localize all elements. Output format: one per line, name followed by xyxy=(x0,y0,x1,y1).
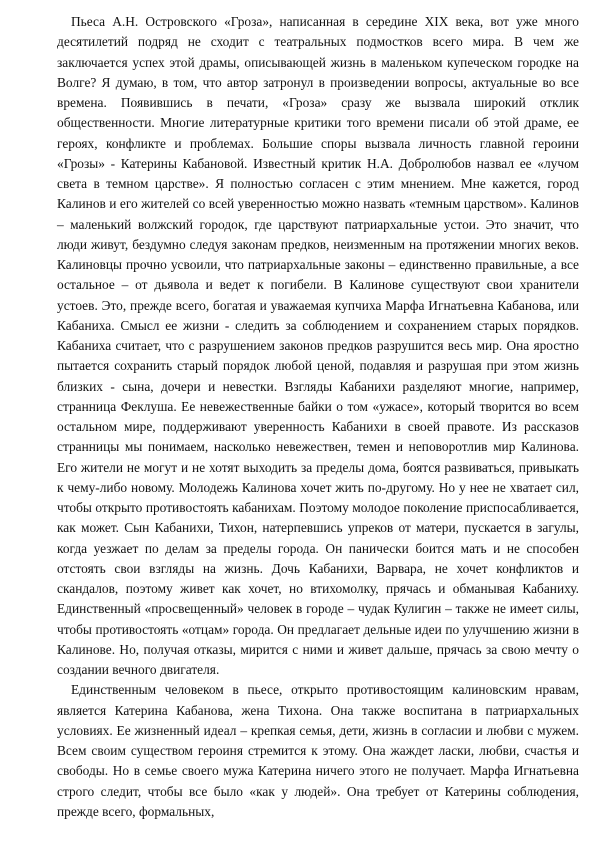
essay-text xyxy=(57,12,579,822)
essay-paragraph-2: Единственным человеком в пьесе, открыто противостоящим калиновским нравам, является Катерина Кабанова, жена Тихона. Она также воспитана в патриархальных условиях. Ее жизненный идеал – крепкая семья, дети, жизнь в согласии и любви с мужем. Всем своим существом героиня стремится к этому. Она жаждет ласки, любви, счастья и свободы. Но в семье своего мужа Катерина ничего этого не получает. Марфа Игнатьевна строго следит, чтобы все было «как у людей». Она требует от Катерины соблюдения, прежде всего, формальных, xyxy=(57,682,579,819)
essay-paragraph-1: Пьеса А.Н. Островского «Гроза», написанная в середине XIX века, вот уже много десятилетий подряд не сходит с театральных подмостков всего мира. В чем же заключается успех этой драмы, описывающей жизнь в маленьком купеческом городке на Волге? Я думаю, в том, что автор затронул в произведении вопросы, актуальные во все времена. Появившись в печати, «Гроза» сразу же вызвала широкий отклик общественности. Многие литературные критики того времени писали об этой драме, ее героях, конфликте и проблемах. Большие споры вызвала личность главной героини «Грозы» - Катерины Кабановой. Известный критик Н.А. Добролюбов назвал ее «лучом света в темном царстве». Я полностью согласен с этим мнением. Мне кажется, город Калинов и его жителей со всей уверенностью можно назвать «темным царством». Калинов – маленький волжский городок, где царствуют патриархальные устои. Это значит, что люди живут, бездумно следуя законам предков, неизменным на протяжении многих веков. Калиновцы прочно усвоили, что патриархальные законы – единственно правильные, а все остальное – от дьявола и ведет к погибели. В Калинове существуют свои хранители устоев. Это, прежде всего, богатая и уважаемая купчиха Марфа Игнатьевна Кабанова, или Кабаниха. Смысл ее жизни - следить за соблюдением и сохранением старых порядков. Кабаниха считает, что с разрушением законов предков разрушится весь мир. Она яростно пытается сохранить старый порядок любой ценой, подавляя и разрушая при этом жизнь близких - сына, дочери и невестки. Взгляды Кабанихи разделяют многие, например, странница Феклуша. Ее невежественные байки о том «ужасе», который творится во всем остальном мире, поддерживают уверенность Кабанихи в своей правоте. Из рассказов странницы мы понимаем, насколько невежествен, темен и неповоротлив мир Калинова. Его жители не могут и не хотят выходить за пределы дома, боятся развиваться, привыкать к чему-либо новому. Молодежь Калинова хочет жить по-другому. Но у нее не хватает сил, чтобы открыто противостоять кабанихам. Поэтому молодое поколение приспосабливается, как может. Сын Кабанихи, Тихон, натерпевшись упреков от матери, пускается в загулы, когда уезжает по делам за пределы города. Он панически боится мать и не способен отстоять свои взгляды на жизнь. Дочь Кабанихи, Варвара, не хочет конфликтов и скандалов, поэтому живет как хочет, но втихомолку, прячась и обманывая Кабаниху. Единственный «просвещенный» человек в городе – чудак Кулигин – также не имеет силы, чтобы противостоять «отцам» города. Он предлагает дельные идеи по улучшению жизни в Калинове. Но, получая отказы, мирится с ними и живет дальше, прячась за свою мечту о создании вечного двигателя. xyxy=(57,14,579,677)
